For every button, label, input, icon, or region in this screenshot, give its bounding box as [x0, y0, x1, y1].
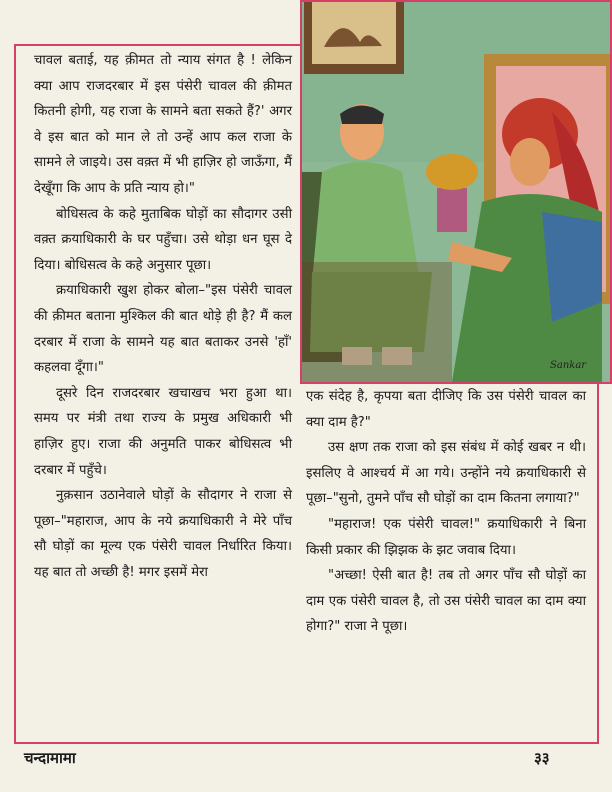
paragraph: उस क्षण तक राजा को इस संबंध में कोई खबर न थी। इसलिए वे आश्चर्य में आ गये। उन्होंने नये क्रयाधिकारी से पूछा–"सुनो, तुमने पाँच सौ घोड़ों का दाम कितना लगाया?": [306, 440, 586, 507]
left-column: [34, 48, 292, 585]
paragraph: एक संदेह है, कृपया बता दीजिए कि उस पंसेरी चावल का क्या दाम है?": [306, 389, 586, 430]
illustration-signature: Sankar: [550, 360, 587, 371]
right-column: [306, 384, 586, 640]
paragraph: बोधिसत्व के कहे मुताबिक घोड़ों का सौदागर उसी वक़्त क्रयाधिकारी के घर पहुँचा। उसे थोड़ा धन घूस दे दिया। बोधिसत्व के कहे अनुसार पूछा।: [34, 206, 292, 273]
paragraph: क्रयाधिकारी खुश होकर बोला–"इस पंसेरी चावल की क़ीमत बताना मुश्किल की बात थोड़े ही है? मैं कल दरबार में राजा के सामने यह बात बताकर उनसे 'हाँ' कहलवा दूँगा।": [34, 283, 292, 376]
paragraph: नुक़सान उठानेवाले घोड़ों के सौदागर ने राजा से पूछा–"महाराज, आप के नये क्रयाधिकारी ने मेरे पाँच सौ घोड़ों का मूल्य एक पंसेरी चावल निर्धारित किया। यह बात तो अच्छी है! मगर इसमें मेरा: [34, 488, 292, 580]
magazine-name: चन्दामामा: [24, 749, 76, 767]
paragraph: "अच्छा! ऐसी बात है! तब तो अगर पाँच सौ घोड़ों का दाम एक पंसेरी चावल है, तो उस पंसेरी चावल का दाम क्या होगा?" राजा ने पूछा।: [306, 568, 586, 635]
page-number: ३३: [534, 749, 550, 767]
paragraph: चावल बताई, यह क़ीमत तो न्याय संगत है ! लेकिन क्या आप राजदरबार में इस पंसेरी चावल की क़ीमत कितनी होगी, यह राजा के सामने बता सकते हैं?' अगर वे इस बात को मान ले तो उन्हें आप कल राजा के सामने ले जाइये। उस वक़्त में भी हाज़िर हो जाऊँगा, मैं देखूँगा कि आप के प्रति न्याय हो।": [34, 53, 292, 196]
illustration-art: [302, 2, 610, 382]
paragraph: "महाराज! एक पंसेरी चावल!" क्रयाधिकारी ने बिना किसी प्रकार की झिझक के झट जवाब दिया।: [306, 516, 586, 558]
illustration: [300, 0, 612, 384]
paragraph: दूसरे दिन राजदरबार खचाखच भरा हुआ था। समय पर मंत्री तथा राज्य के प्रमुख अधिकारी भी हाज़िर हुए। राजा की अनुमति पाकर बोधिसत्व भी दरबार में पहुँचे।: [34, 385, 292, 478]
